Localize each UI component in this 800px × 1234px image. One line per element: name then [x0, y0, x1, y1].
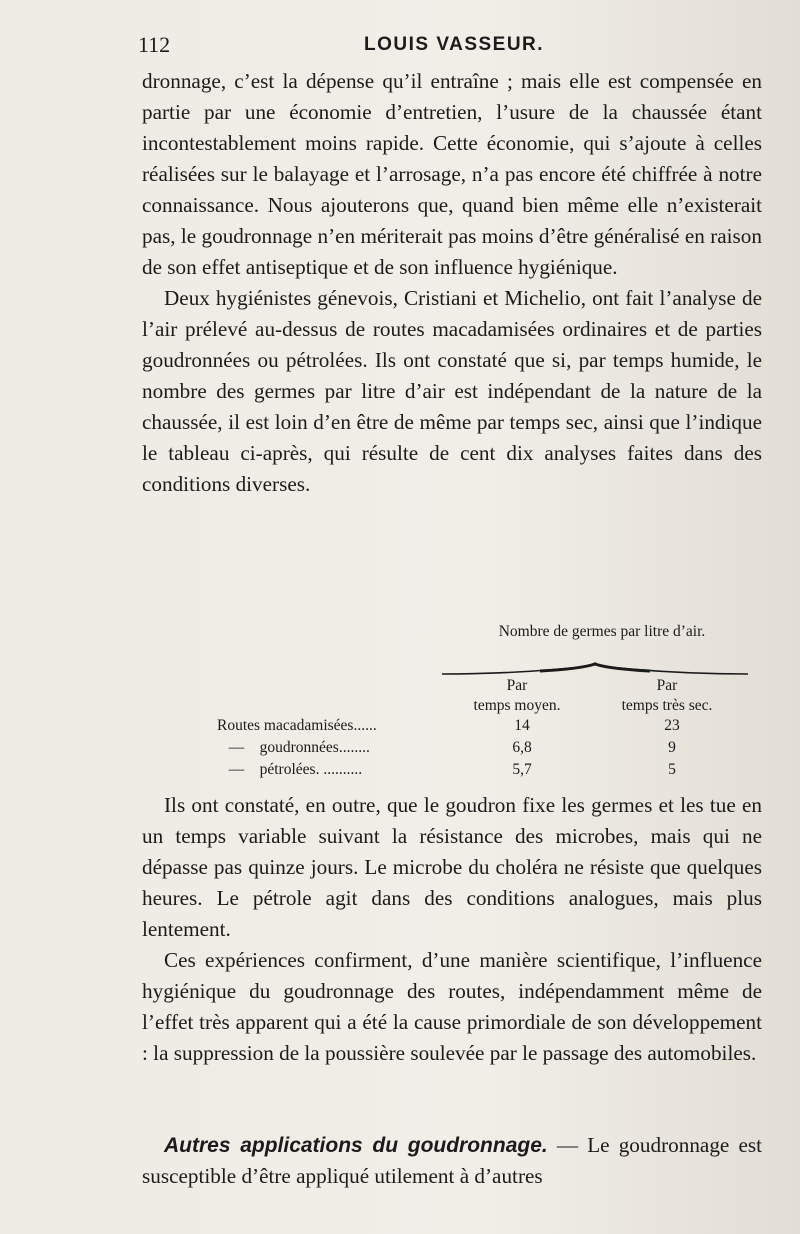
- row-label: — goudronnées........: [217, 739, 370, 756]
- paragraph-2: Deux hygiénistes génevois, Cristiani et Michelio, ont fait l’analyse de l’air prélevé au-dessus de routes macadamisées ordinaires et de parties goudronnées ou pétrolées. Ils ont constaté que si, par temps humide, le nombre des germes par litre d’air est indépendant de la nature de la chaussée, il est loin d’en être de même par temps sec, ainsi que l’indique le tableau ci-après, qui résulte de cent dix analyses faites dans des conditions diverses.: [142, 286, 762, 496]
- column-header-sec-line2: temps très sec.: [621, 697, 713, 714]
- column-header-moyen: [462, 676, 572, 716]
- cell-sec: 23: [664, 717, 680, 734]
- brace-icon: [440, 662, 750, 676]
- page-header: [138, 32, 758, 62]
- germs-table: [142, 622, 762, 782]
- column-header-moyen-line1: Par: [506, 677, 528, 694]
- cell-sec: 9: [668, 739, 676, 756]
- table-row: [142, 738, 762, 758]
- section-block: [142, 1130, 762, 1192]
- text-block-top: [142, 66, 762, 500]
- section-heading: Autres applications du goudronnage.: [164, 1134, 548, 1157]
- text-block-bottom: [142, 790, 762, 1069]
- cell-moyen: 6,8: [512, 739, 532, 756]
- cell-sec: 5: [668, 761, 676, 778]
- paragraph-3: Ils ont constaté, en outre, que le goudron fixe les germes et les tue en un temps variable suivant la résistance des microbes, mais qui ne dépasse pas quinze jours. Le microbe du choléra ne résiste que quelques heures. Le pétrole agit dans des conditions analogues, mais plus lentement.: [142, 793, 762, 941]
- row-label: — pétrolées. ..........: [217, 761, 363, 778]
- section-text: — Le goudronnage est susceptible d’être appliqué utilement à d’autres: [142, 1133, 762, 1188]
- table-row: [142, 716, 762, 736]
- paragraph-4: Ces expériences confirment, d’une manière scientifique, l’influence hygiénique du goudronnage des routes, indépendamment même de l’effet très apparent qui a été la cause primordiale de son développement : la suppression de la poussière soulevée par le passage des automobiles.: [142, 948, 762, 1065]
- cell-moyen: 14: [514, 717, 530, 734]
- row-label: Routes macadamisées......: [217, 717, 377, 734]
- column-header-sec-line1: Par: [656, 677, 678, 694]
- section-paragraph: [142, 1130, 762, 1192]
- running-head: LOUIS VASSEUR.: [364, 34, 545, 55]
- table-row: [142, 760, 762, 780]
- table-group-header: Nombre de germes par litre d’air.: [498, 623, 706, 640]
- column-header-sec: [602, 676, 732, 716]
- cell-moyen: 5,7: [512, 761, 532, 778]
- page-number: 112: [138, 32, 171, 57]
- column-header-moyen-line2: temps moyen.: [473, 697, 561, 714]
- paragraph-1: dronnage, c’est la dépense qu’il entraîne ; mais elle est compensée en partie par une économie d’entretien, l’usure de la chaussée étant incontestablement moins rapide. Cette économie, qui s’ajoute à celles réalisées sur le balayage et l’arrosage, n’a pas encore été chiffrée à notre connaissance. Nous ajouterons que, quand bien même elle n’existerait pas, le goudronnage n’en mériterait pas moins d’être généralisé en raison de son effet antiseptique et de son influence hygiénique.: [142, 69, 762, 279]
